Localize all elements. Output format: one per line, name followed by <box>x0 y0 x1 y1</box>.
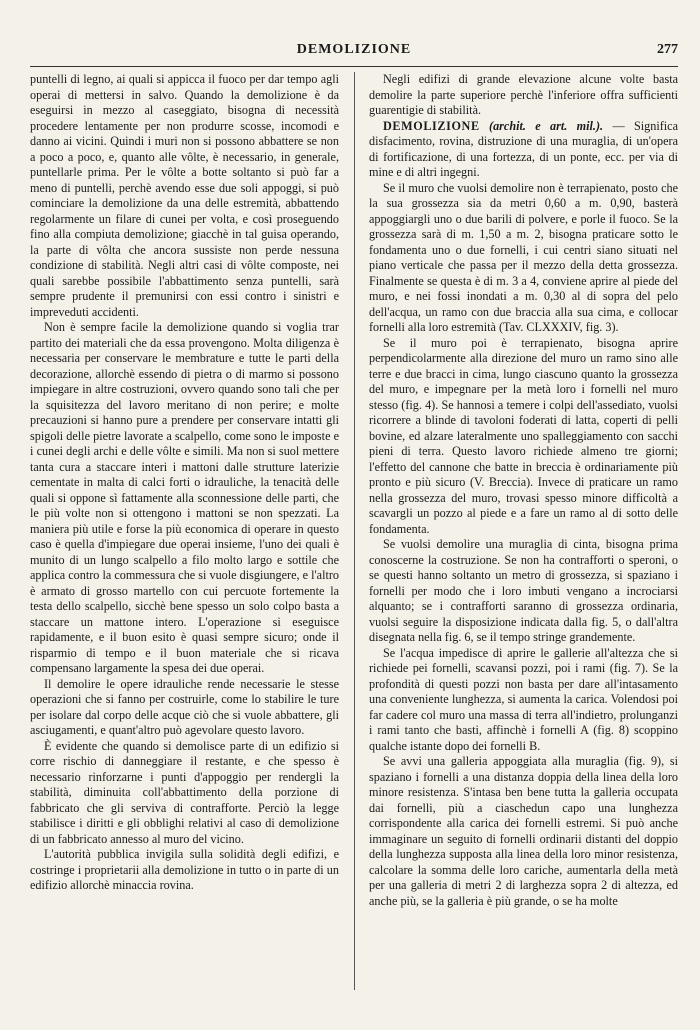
column-divider <box>354 72 355 990</box>
right-intro-paragraph: Negli edifizi di grande elevazione alcune volte basta demolire la parte superiore perchè l'inferiore offra sufficienti guarentigie di stabilità. <box>369 72 678 117</box>
right-paragraph-2: Se il muro poi è terrapienato, bisogna aprire perpendicolarmente alla direzione del muro un ramo sino alle terre e due bracci in cima, lungo ciascuno quanto la grossezza del muro, e impegnare per la metà loro i fornelli nel muro stesso (fig. 4). Se hannosi a temere i colpi dell'assediato, vuolsi ricorrere a blinde di tavoloni foderati di latta, coperti di pelli bovine, ed alzare lateralmente uno spalleggiamento con sacchi pieni di terra. Questo lavoro richiede almeno tre giorni; l'effetto del cannone che batte in breccia è ordinariamente più pronto e più sicuro (V. Breccia). Invece di praticare un ramo nella grossezza del muro, trovasi spesso minore difficoltà a scavargli un pozzo al piede e a fare un ramo al di sotto delle fondamenta. <box>369 335 678 536</box>
entry-paragraph <box>369 119 678 181</box>
left-column <box>30 72 339 1002</box>
left-paragraph-4: È evidente che quando si demolisce parte di un edifizio si corre rischio di danneggiare il restante, e che spesso è necessario rinforzarne i punti d'appoggio per rendergli la stabilità, diminuita coll'abbattimento della porzione di fabbricato che gli serviva di contrafforte. Perciò la legge stabilisce i diritti e gli obblighi relativi al caso di demolizione di un fabbricato annesso al muro del vicino. <box>30 738 339 846</box>
right-paragraph-5: Se avvi una galleria appoggiata alla muraglia (fig. 9), si spaziano i fornelli a una distanza doppia della linea della loro minore resistenza. S'intasa ben bene tutta la galleria occupata dai fornelli, più a ciaschedun capo una lunghezza corrispondente alla carica dei fornelli estremi. Si può anche immaginare un seguito di fornelli ordinarii distanti del doppio della lunghezza supposta alla linea della loro minor resistenza, calcolare la somma delle loro cariche, aumentarla della metà per una galleria di metri 2 di larghezza sopra 2 di altezza, ed anche più, se la galleria è più grande, o se ha molte <box>369 754 678 908</box>
running-head: DEMOLIZIONE <box>296 42 412 57</box>
header-rule <box>30 66 678 67</box>
right-column <box>369 72 678 1002</box>
left-paragraph-2: Non è sempre facile la demolizione quando si voglia trar partito dei materiali che da essa provengono. Molta diligenza è necessaria per conservare le membrature e tutte le parti della decorazione, allorchè essendo di pietra o di marmo si possono impiegare in altre costruzioni, ovvero quando sono tali che per la squisitezza del lavoro meritano di non perire; e molte precauzioni si hanno pure a prendere per conservare intatti gli spigoli delle pietre lavorate a scalpello, come sono le imposte e i cunei degli archi e delle vôlte e simili. Ma non si suol mettere tanta cura a staccare interi i mattoni dalle strutture laterizie cementate in malta di calci forti o idrauliche, la tenacità delle quali si oppone sì fattamente alla sconnessione delle parti, che le più volte non si ottengono i mattoni se non spezzati. La maniera più utile e forse la più economica di operare in questo caso è quella d'impiegare due operai insieme, l'uno dei quali è munito di un lungo scalpello a filo molto largo e sottile che applica contro la commessura che si vuole disgiungere, e l'altro è armato di grosso martello con cui percuote fortemente la testa dello scalpello, sicchè bene spesso un solo colpo basta a staccare un mattone intero. L'operazione si eseguisce rapidamente, e il buon esito è quasi sempre sicuro; onde il risparmio di tempo e il buon materiale che si ricava compensano largamente la spesa dei due operai. <box>30 320 339 675</box>
right-paragraph-3: Se vuolsi demolire una muraglia di cinta, bisogna prima conoscerne la costruzione. Se non ha contrafforti o speroni, o se questi hanno soltanto un metro di grossezza, si spaziano i fornelli per modo che i loro imbuti vengano a incrociarsi alquanto; se i contrafforti saranno di grossezza ordinaria, vuolsi seguire la disposizione indicata dalla fig. 5, o dall'altra disegnata nella fig. 6, se il tempo stringe grandemente. <box>369 537 678 644</box>
entry-definition: — Significa disfacimento, rovina, distruzione di una muraglia, di un'opera di fortificazione, di una fortezza, di un ponte, ecc. per via di mine e di altri ingegni. <box>369 118 678 179</box>
right-paragraph-1: Se il muro che vuolsi demolire non è terrapienato, posto che la sua grossezza sia da metri 0,60 a m. 0,90, basterà appoggiargli uno o due barili di polvere, e porle il fuoco. Se la grossezza sarà di m. 1,50 a m. 2, bisogna praticare sotto le fondamenta uno o due fornelli, i cui centri siano situati nel piano verticale che passa per il mezzo della detta grossezza. Finalmente se questa è di m. 3 a 4, conviene aprire al piede del muro, e nei fossi inondati a m. 0,30 al di sopra del pelo dell'acqua, un ramo con due braccia alla sua cima, e collocar fornelli alla loro estremità (Tav. CLXXXIV, fig. 3). <box>369 180 678 334</box>
entry-term: DEMOLIZIONE <box>383 118 480 133</box>
text-columns <box>30 72 678 1002</box>
entry-abbreviation: (archit. e art. mil.). <box>489 118 604 133</box>
left-paragraph-5: L'autorità pubblica invigila sulla solidità degli edifizi, e costringe i proprietarii alla demolizione in tutto o in parte di un edifizio allorchè minaccia rovina. <box>30 847 339 892</box>
right-paragraph-4: Se l'acqua impedisce di aprire le gallerie all'altezza che si richiede pei fornelli, scavansi pozzi, poi i rami (fig. 7). Se la profondità di questi pozzi non basta per dare all'intasamento una conveniente lunghezza, si aumenta la carica. Volendosi poi far cadere col muro una massa di terra all'indietro, prolunganzi i rami tanto che basti, affinchè i fornelli A (fig. 8) scoppino qualche istante dopo dei fornelli B. <box>369 645 678 753</box>
left-paragraph-1: puntelli di legno, ai quali si appicca il fuoco per dar tempo agli operai di mettersi in salvo. Quando la demolizione è da eseguirsi in mezzo al caseggiato, bisogna di necessità procedere lentamente per non produrre scosse, incomodi e danno ai vicini. Quindi i muri non si possono abbattere se non a poco a poco, e, quanto alle vôlte, è necessario, in generale, puntellarle prima. Per le vôlte a botte soltanto si può far a meno di puntelli, perchè avendo esse due soli appoggi, si può cominciare la demolizione da una delle estremità, abbattendo regolarmente un filare di cunei per volta, e così proseguendo fino alla compiuta demolizione; giacchè in tal guisa operando, la parte di vôlta che ancora sussiste non perde nessuna condizione di stabilità. Negli altri casi di vôlte composte, nei quali sarebbe possibile l'abbattimento senza puntelli, sarà sempre prudente il premunirsi con essi contro i sinistri e impreveduti accidenti. <box>30 72 339 319</box>
page-header <box>30 40 678 64</box>
page-number: 277 <box>657 42 678 57</box>
left-paragraph-3: Il demolire le opere idrauliche rende necessarie le stesse operazioni che si fanno per costruirle, come lo stabilire le ture per isolare dal corpo delle acque ciò che si vuole abbattere, gli asciugamenti, e quant'altro può agevolare questo lavoro. <box>30 676 339 737</box>
